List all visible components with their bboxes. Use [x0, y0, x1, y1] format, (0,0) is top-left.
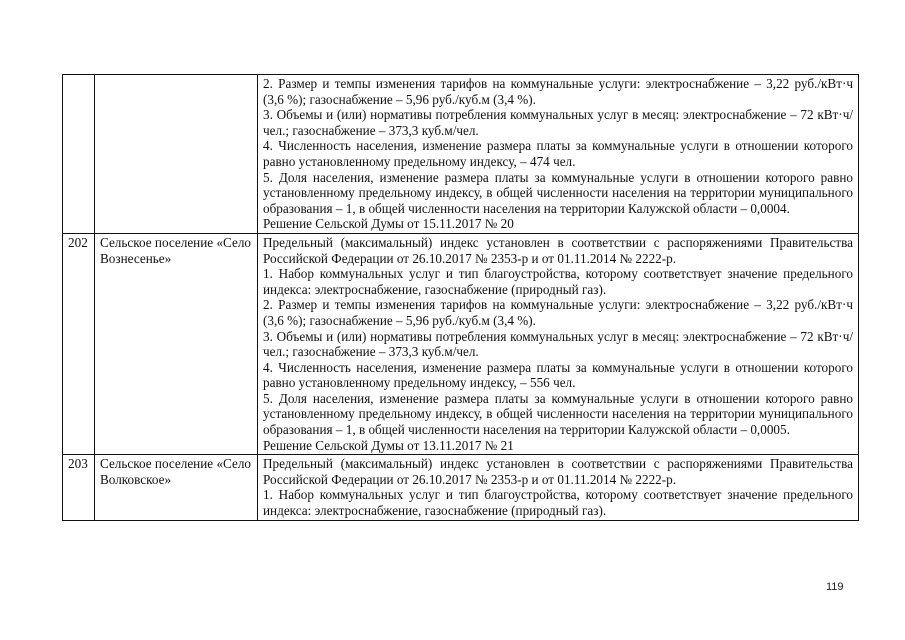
description-paragraph: Решение Сельской Думы от 15.11.2017 № 20 [263, 216, 514, 232]
index-description-cell [258, 455, 859, 520]
description-paragraph: Предельный (максимальный) индекс установлен в соответствии с распоряжениями Правительства Российской Федерации от 26.10.2017 № 2353-р и от 01.11.2014 № 2222-р. [263, 234, 853, 266]
settlement-name-cell [95, 75, 258, 234]
index-description-cell [258, 233, 859, 454]
description-paragraph: 2. Размер и темпы изменения тарифов на коммунальные услуги: электроснабжение – 3,22 руб./кВт·ч (3,6 %); газоснабжение – 5,96 руб./куб.м (3,4 %). [263, 297, 853, 328]
description-paragraph: 5. Доля населения, изменение размера платы за коммунальные услуги в отношении которого равно установленному предельному индексу, в общей численности населения на территории муниципального образования – 1, в общей численности населения на территории Калужской области – 0,0004. [263, 169, 853, 216]
municipal-index-table [62, 74, 859, 521]
description-paragraph: 4. Численность населения, изменение размера платы за коммунальные услуги в отношении которого равно установленному предельному индексу, – 556 чел. [263, 359, 853, 391]
settlement-name-cell: Сельское поселение «Село Волковское» [95, 455, 258, 520]
settlement-name-cell: Сельское поселение «Село Вознесенье» [95, 233, 258, 454]
description-paragraph: 3. Объемы и (или) нормативы потребления коммунальных услуг в месяц: электроснабжение – 72 кВт·ч/чел.; газоснабжение – 373,3 куб.м/чел. [263, 107, 853, 138]
description-paragraph: 3. Объемы и (или) нормативы потребления коммунальных услуг в месяц: электроснабжение – 72 кВт·ч/чел.; газоснабжение – 373,3 куб.м/чел. [263, 328, 853, 360]
table-row [63, 455, 859, 520]
page-number: 119 [826, 581, 844, 593]
table-body [63, 75, 859, 521]
table-row [63, 75, 859, 234]
description-paragraph: 4. Численность населения, изменение размера платы за коммунальные услуги в отношении которого равно установленному предельному индексу, – 474 чел. [263, 138, 853, 169]
row-number-cell [63, 75, 95, 234]
table-row [63, 233, 859, 454]
description-paragraph: 1. Набор коммунальных услуг и тип благоустройства, которому соответствует значение предельного индекса: электроснабжение, газоснабжение (природный газ). [263, 487, 853, 519]
description-paragraph: 5. Доля населения, изменение размера платы за коммунальные услуги в отношении которого равно установленному предельному индексу, в общей численности населения на территории муниципального образования – 1, в общей численности населения на территории Калужской области – 0,0005. [263, 390, 853, 438]
description-paragraph: 1. Набор коммунальных услуг и тип благоустройства, которому соответствует значение предельного индекса: электроснабжение, газоснабжение (природный газ). [263, 266, 853, 297]
description-paragraph: 2. Размер и темпы изменения тарифов на коммунальные услуги: электроснабжение – 3,22 руб./кВт·ч (3,6 %); газоснабжение – 5,96 руб./куб.м (3,4 %). [263, 76, 853, 107]
description-paragraph: Решение Сельской Думы от 13.11.2017 № 21 [263, 437, 514, 453]
description-paragraph: Предельный (максимальный) индекс установлен в соответствии с распоряжениями Правительства Российской Федерации от 26.10.2017 № 2353-р и от 01.11.2014 № 2222-р. [263, 456, 853, 487]
row-number-cell: 203 [63, 455, 95, 520]
row-number-cell: 202 [63, 233, 95, 454]
index-description-cell [258, 75, 859, 234]
